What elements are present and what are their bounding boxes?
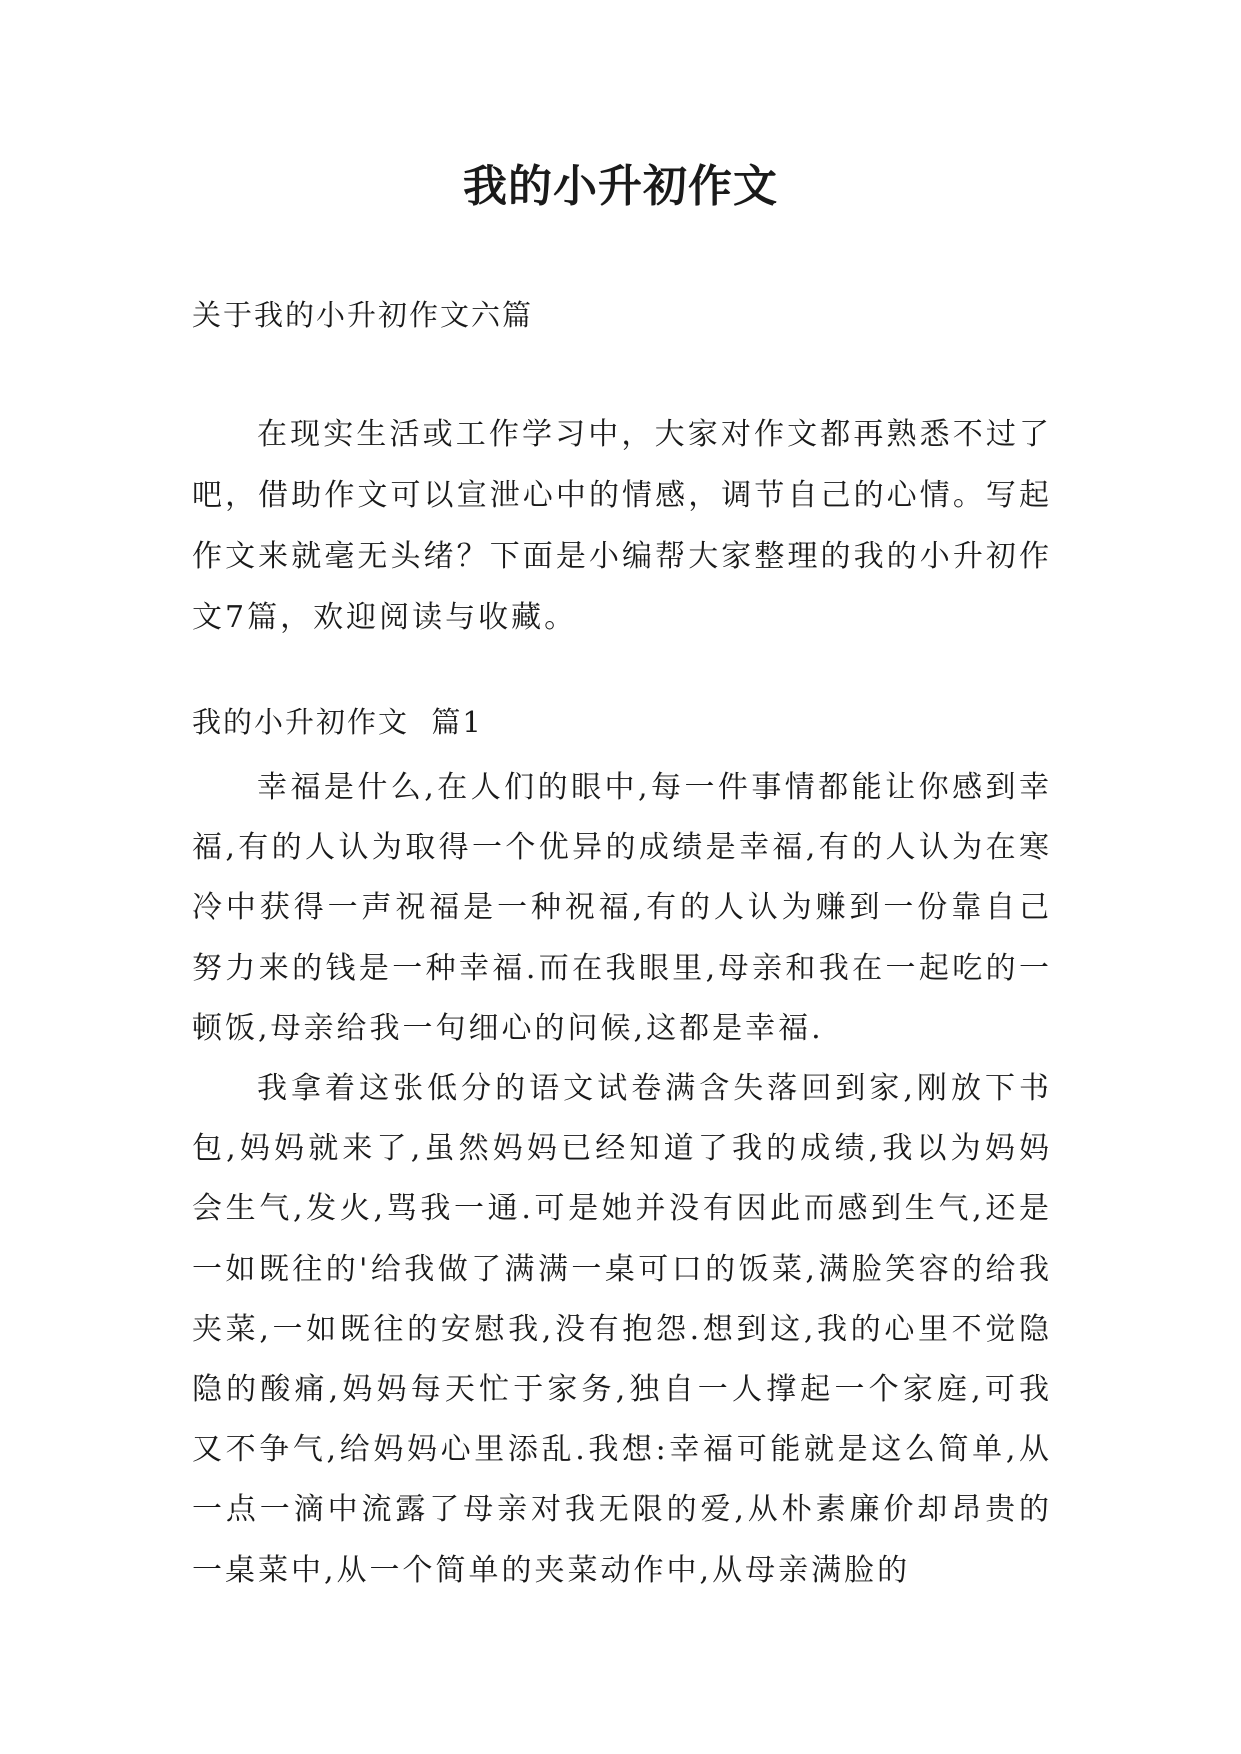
document-title: 我的小升初作文	[463, 161, 778, 212]
intro-paragraph: 在现实生活或工作学习中，大家对作文都再熟悉不过了吧，借助作文可以宣泄心中的情感，调节自己的心情。写起作文来就毫无头绪？下面是小编帮大家整理的我的小升初作文7篇，欢迎阅读与收藏。	[192, 417, 1052, 635]
essay-paragraph-2: 我拿着这张低分的语文试卷满含失落回到家,刚放下书包,妈妈就来了,虽然妈妈已经知道了我的成绩,我以为妈妈会生气,发火,骂我一通.可是她并没有因此而感到生气,还是一如既往的'给我做了满满一桌可口的饭菜,满脸笑容的给我夹菜,一如既往的安慰我,没有抱怨.想到这,我的心里不觉隐隐的酸痛,妈妈每天忙于家务,独自一人撑起一个家庭,可我又不争气,给妈妈心里添乱.我想:幸福可能就是这么简单,从一点一滴中流露了母亲对我无限的爱,从朴素廉价却昂贵的一桌菜中,从一个简单的夹菜动作中,从母亲满脸的	[192, 1071, 1052, 1588]
section-heading: 我的小升初作文 篇1	[192, 705, 483, 739]
document-subtitle: 关于我的小升初作文六篇	[192, 298, 534, 332]
essay-paragraph-1: 幸福是什么,在人们的眼中,每一件事情都能让你感到幸福,有的人认为取得一个优异的成绩是幸福,有的人认为在寒冷中获得一声祝福是一种祝福,有的人认为赚到一份靠自己努力来的钱是一种幸福.而在我眼里,母亲和我在一起吃的一顿饭,母亲给我一句细心的问候,这都是幸福.	[192, 770, 1052, 1046]
essay-body	[192, 758, 1052, 1601]
